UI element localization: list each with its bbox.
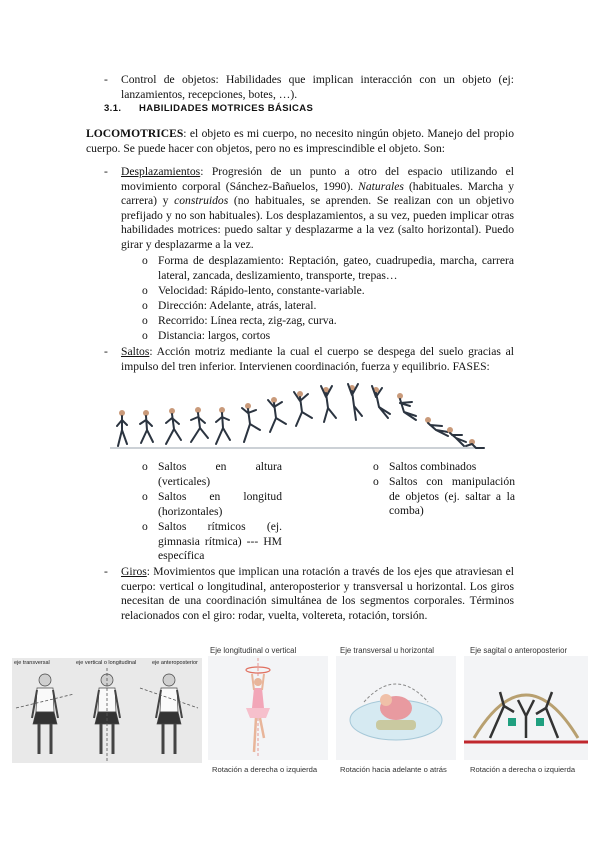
dash-bullet: - [104,165,108,178]
salto-combinado: Saltos combinados [389,460,477,473]
desplazamientos-text-c: (no habituales, se aprenden. Se realizan con un objetivo prefijado y no son habituales). Los desplazamientos, a su vez, pueden implicar otras habilidades motrices: puedo saltar y desplazarme a la vez (salto horizontal). Puedo girar y desplazarme a la vez. [121,194,514,251]
control-objetos-text: Control de objetos: Habilidades que implican interacción con un objeto (ej: lanzamientos, recepciones, botes, …). [121,73,514,101]
salto-altura: Saltos en altura (verticales) [158,460,282,488]
locomotrices-label: LOCOMOTRICES [86,127,184,140]
long-jump-sequence-image [110,380,490,455]
salto-ritmico: Saltos rítmicos (ej. gimnasia rítmica) --- HM específica [158,520,282,563]
rotation-illustrations [208,656,588,760]
circle-bullet: o [142,329,148,342]
dash-bullet: - [104,73,108,86]
circle-bullet: o [373,475,379,488]
subitem-direccion: Dirección: Adelante, atrás, lateral. [158,299,317,312]
subitem-forma: Forma de desplazamiento: Reptación, gateo, cuadrupedia, marcha, carrera lateral, zancada, deslizamiento, transporte, trepas… [158,254,514,282]
desplazamientos-text-a: : Progresión de un punto a otro del espacio utilizando el movimiento corporal (Sánchez-Bañuelos, 1990). [121,165,514,193]
circle-bullet: o [142,490,148,503]
locomotrices-paragraph [86,127,514,156]
axis-header: Eje transversal u horizontal [340,646,435,655]
subitem-velocidad: Velocidad: Rápido-lento, constante-variable. [158,284,365,297]
dash-bullet: - [104,345,108,358]
salto-longitud: Saltos en longitud (horizontales) [158,490,282,518]
circle-bullet: o [142,299,148,312]
axis-label: eje vertical o longitudinal [76,660,137,666]
desplazamientos-label: Desplazamientos [121,165,201,178]
rotation-caption: Rotación hacia adelante o atrás [340,765,447,774]
axis-header: Eje sagital o anteroposterior [470,646,568,655]
rotation-caption: Rotación a derecha o izquierda [470,765,576,774]
section-number: 3.1. [104,103,122,114]
axis-header: Eje longitudinal o vertical [210,646,297,655]
body-axes-illustration [12,668,202,763]
circle-bullet: o [373,460,379,473]
circle-bullet: o [142,520,148,533]
rotation-axes-figure [208,640,588,778]
section-title: HABILIDADES MOTRICES BÁSICAS [139,103,314,114]
circle-bullet: o [142,284,148,297]
rotation-caption: Rotación a derecha o izquierda [212,765,318,774]
construidos-term: construidos [174,194,229,208]
saltos-paragraph [121,345,514,374]
dash-bullet: - [104,565,108,578]
salto-manipulacion: Saltos con manipulación de objetos (ej. saltar a la comba) [389,475,515,518]
naturales-term: Naturales [358,179,404,193]
axis-label: eje anteroposterior [152,660,198,666]
giros-label: Giros [121,565,147,578]
body-axes-figure [12,658,202,763]
giros-paragraph [121,565,514,623]
axis-label: eje transversal [14,660,50,666]
desplazamientos-paragraph [121,165,514,253]
subitem-recorrido: Recorrido: Línea recta, zig-zag, curva. [158,314,337,327]
circle-bullet: o [142,460,148,473]
saltos-label: Saltos [121,345,150,358]
circle-bullet: o [142,254,148,267]
circle-bullet: o [142,314,148,327]
desplazamientos-text-b: (habituales. Marcha y carrera) y [121,179,514,208]
saltos-text: : Acción motriz mediante la cual el cuerpo se despega del suelo gracias al impulso del tren inferior. Intervienen coordinación, fuerza y equilibrio. FASES: [121,345,514,373]
locomotrices-text: : el objeto es mi cuerpo, no necesito ningún objeto. Manejo del propio cuerpo. Se puede hacer con objetos, pero no es imprescindible el objeto. Son: [86,127,514,155]
subitem-distancia: Distancia: largos, cortos [158,329,271,342]
giros-text: : Movimientos que implican una rotación a través de los ejes que atraviesan el cuerpo: vertical o longitudinal, anteroposterior y transversal u horizontal. Los giros necesitan de una coordinación simultánea de los segmentos corporales. Términos relacionados con el giro: rodar, vuelta, voltereta, rotación, torsión. [121,565,514,622]
